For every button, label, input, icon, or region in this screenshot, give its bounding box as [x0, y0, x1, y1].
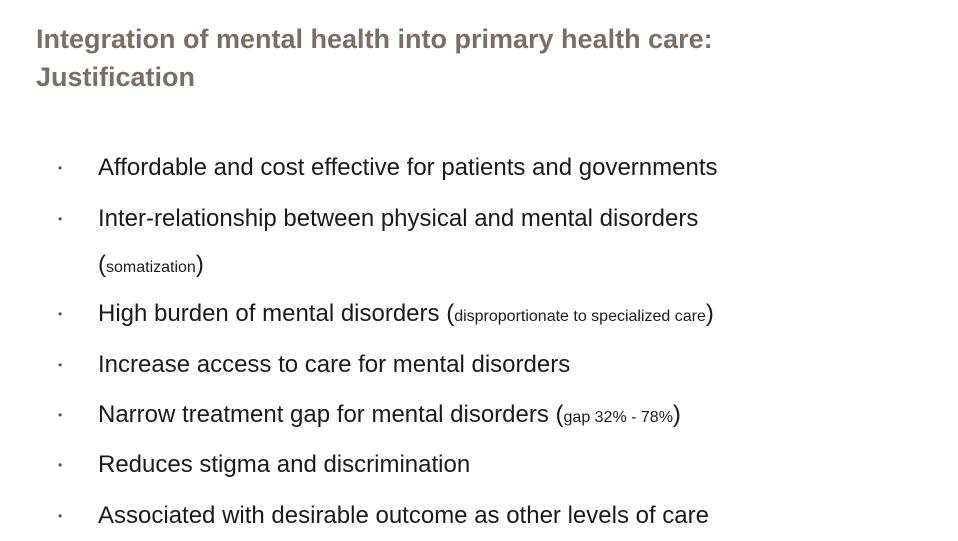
bullet-dot: •	[58, 358, 63, 372]
bullet-text: Increase access to care for mental disorders	[98, 351, 571, 378]
bullet-main: Narrow treatment gap for mental disorders (	[98, 401, 564, 428]
bullet-item-inter-relationship	[0, 194, 900, 290]
bullet-dot: •	[58, 408, 63, 422]
slide-title	[36, 20, 916, 96]
bullet-text: Affordable and cost effective for patients and governments	[98, 154, 718, 181]
bullet-note: gap 32% - 78%	[563, 409, 673, 426]
paren-close: )	[195, 251, 204, 278]
bullet-dot: •	[58, 307, 63, 321]
bullet-text: Reduces stigma and discrimination	[98, 451, 471, 478]
bullet-dot: •	[58, 212, 63, 226]
bullet-dot: •	[58, 161, 63, 175]
bullet-text	[98, 390, 681, 443]
slide-title-line-2: Justification	[36, 62, 196, 92]
bullet-continuation	[98, 240, 204, 293]
bullet-main: High burden of mental disorders (	[98, 300, 455, 327]
bullet-note: disproportionate to specialized care	[454, 308, 706, 325]
bullet-text: Associated with desirable outcome as other levels of care	[98, 502, 709, 529]
paren-close: )	[672, 401, 681, 428]
bullet-dot: •	[58, 458, 63, 472]
slide-title-line-1: Integration of mental health into primary health care:	[36, 24, 713, 54]
paren-close: )	[705, 300, 714, 327]
bullet-text	[98, 289, 714, 342]
bullet-note: somatization	[106, 259, 196, 276]
paren-open: (	[98, 251, 106, 278]
bullet-text: Inter-relationship between physical and mental disorders	[98, 205, 699, 232]
bullet-dot: •	[58, 509, 63, 523]
